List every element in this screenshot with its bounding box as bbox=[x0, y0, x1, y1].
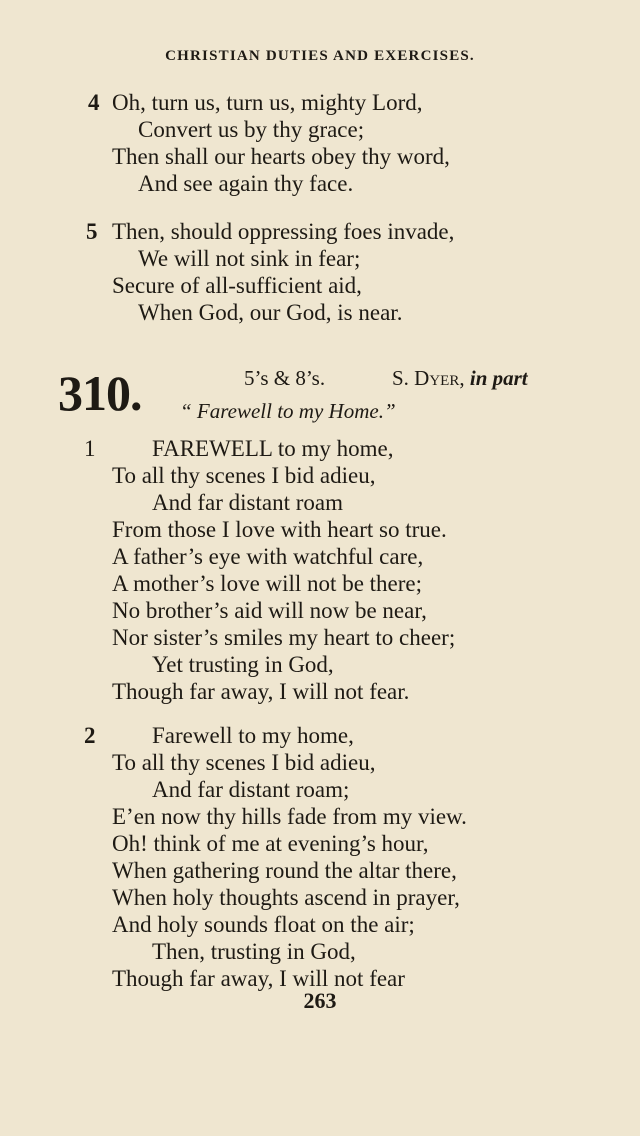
verse-line: When God, our God, is near. bbox=[138, 300, 403, 325]
verse-line: Oh! think of me at evening’s hour, bbox=[112, 831, 429, 856]
verse-line: We will not sink in fear; bbox=[138, 246, 361, 271]
verse-line: To all thy scenes I bid adieu, bbox=[112, 463, 376, 488]
hymn-author bbox=[392, 366, 528, 391]
verse-line: To all thy scenes I bid adieu, bbox=[112, 750, 376, 775]
verse-line: E’en now thy hills fade from my view. bbox=[112, 804, 467, 829]
author-name: S. Dyer, bbox=[392, 366, 465, 390]
verse-line: Oh, turn us, turn us, mighty Lord, bbox=[112, 90, 423, 115]
verse-number: 2 bbox=[84, 723, 96, 748]
hymn-title: “ Farewell to my Home.” bbox=[180, 399, 396, 423]
verse-line: No brother’s aid will now be near, bbox=[112, 598, 427, 623]
verse-line: When holy thoughts ascend in prayer, bbox=[112, 885, 460, 910]
verse-line: FAREWELL to my home, bbox=[152, 436, 394, 461]
verse-number: 1 bbox=[84, 436, 96, 461]
verse-line: And far distant roam; bbox=[152, 777, 350, 802]
page-number: 263 bbox=[303, 988, 337, 1013]
verse-line: Though far away, I will not fear bbox=[112, 966, 405, 991]
verse-line: Nor sister’s smiles my heart to cheer; bbox=[112, 625, 456, 650]
verse-line: And see again thy face. bbox=[138, 171, 354, 196]
verse-line: And holy sounds float on the air; bbox=[112, 912, 415, 937]
verse-line: Then shall our hearts obey thy word, bbox=[112, 144, 450, 169]
verse-line: Yet trusting in God, bbox=[152, 652, 334, 677]
verse-line: Convert us by thy grace; bbox=[138, 117, 365, 142]
hymn-meter: 5’s & 8’s. bbox=[244, 366, 326, 390]
running-header: CHRISTIAN DUTIES AND EXERCISES. bbox=[165, 48, 475, 64]
verse-line: Then, trusting in God, bbox=[152, 939, 356, 964]
verse-line: Farewell to my home, bbox=[152, 723, 354, 748]
verse-line: A father’s eye with watchful care, bbox=[112, 544, 424, 569]
verse-number: 4 bbox=[88, 90, 100, 115]
verse-line: From those I love with heart so true. bbox=[112, 517, 447, 542]
verse-line: A mother’s love will not be there; bbox=[112, 571, 423, 596]
verse-number: 5 bbox=[86, 219, 98, 244]
verse-line: Then, should oppressing foes invade, bbox=[112, 219, 455, 244]
verse-line: When gathering round the altar there, bbox=[112, 858, 457, 883]
author-note: in part bbox=[469, 366, 528, 390]
hymn-number: 310. bbox=[58, 365, 142, 421]
verse-line: Secure of all-sufficient aid, bbox=[112, 273, 362, 298]
verse-line: Though far away, I will not fear. bbox=[112, 679, 410, 704]
verse-line: And far distant roam bbox=[152, 490, 343, 515]
